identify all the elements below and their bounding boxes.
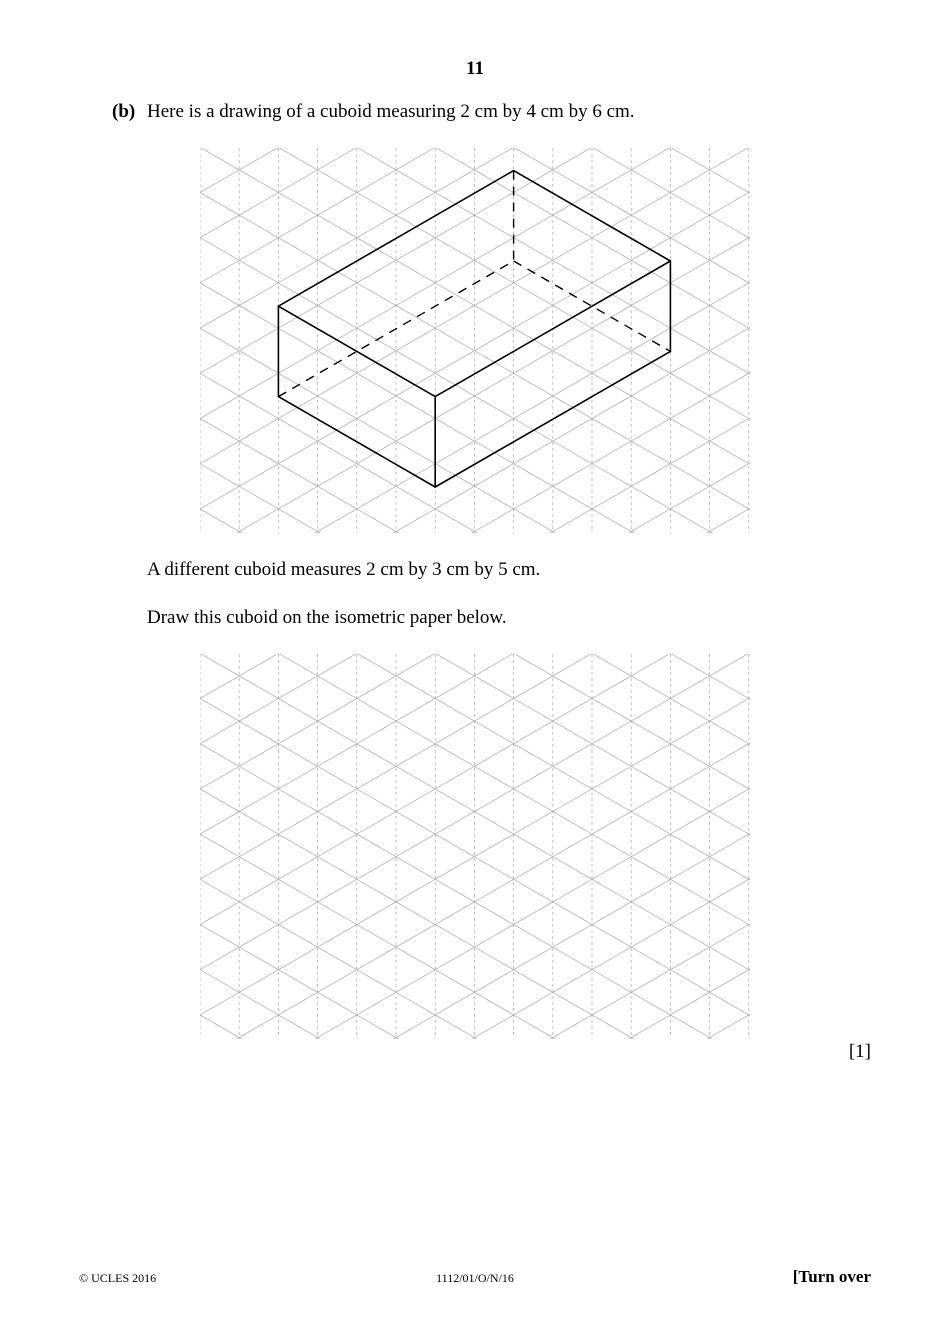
- question-instruction: Draw this cuboid on the isometric paper below.: [147, 607, 507, 628]
- grid-diagonal-line: [200, 699, 750, 1016]
- footer-code: 1112/01/O/N/16: [436, 1271, 514, 1285]
- grid-diagonal-line: [200, 654, 750, 925]
- isometric-grid-example: [200, 148, 750, 533]
- grid-diagonal-line: [200, 509, 750, 533]
- grid-diagonal-line: [200, 328, 750, 533]
- marks-label: [1]: [848, 1041, 871, 1062]
- page-number: 11: [466, 58, 484, 79]
- grid-diagonal-line: [200, 238, 750, 533]
- grid-diagonal-line: [200, 833, 750, 1039]
- grid-diagonal-line: [200, 464, 750, 533]
- grid-diagonal-line: [200, 419, 750, 533]
- grid-diagonal-line: [200, 508, 750, 533]
- grid-diagonal-line: [200, 788, 750, 1039]
- question-intro: Here is a drawing of a cuboid measuring 2 cm by 4 cm by 6 cm.: [147, 101, 635, 122]
- cuboid-drawing: [200, 148, 750, 533]
- grid-diagonal-line: [200, 327, 750, 533]
- answer-isometric-paper[interactable]: [200, 654, 750, 1039]
- grid-diagonal-line: [200, 789, 750, 1039]
- grid-diagonal-line: [200, 148, 750, 329]
- grid-diagonal-line: [200, 654, 750, 970]
- grid-diagonal-line: [200, 282, 750, 533]
- grid-diagonal-line: [200, 418, 750, 533]
- grid-diagonal-line: [200, 654, 750, 835]
- grid-diagonal-line: [200, 654, 750, 744]
- grid-diagonal-line: [200, 879, 750, 1039]
- grid-diagonal-line: [200, 654, 750, 744]
- part-label: (b): [112, 101, 136, 122]
- question-different-cuboid: A different cuboid measures 2 cm by 3 cm by 5 cm.: [147, 559, 541, 580]
- grid-diagonal-line: [200, 148, 750, 464]
- grid-diagonal-line: [200, 924, 750, 1039]
- grid-diagonal-line: [200, 654, 750, 925]
- grid-diagonal-line: [200, 148, 750, 328]
- grid-diagonal-line: [200, 1015, 750, 1039]
- footer-copyright: © UCLES 2016: [79, 1271, 157, 1285]
- grid-diagonal-line: [200, 834, 750, 1039]
- grid-diagonal-line: [200, 1014, 750, 1039]
- isometric-grid-answer[interactable]: [200, 654, 750, 1039]
- grid-diagonal-line: [200, 193, 750, 510]
- grid-diagonal-line: [200, 698, 750, 1015]
- grid-diagonal-line: [200, 970, 750, 1039]
- grid-diagonal-line: [200, 283, 750, 533]
- grid-diagonal-line: [200, 654, 750, 834]
- grid-diagonal-line: [200, 925, 750, 1039]
- grid-diagonal-line: [200, 463, 750, 533]
- footer-turn-over: [Turn over: [792, 1267, 871, 1286]
- grid-diagonal-line: [200, 744, 750, 1039]
- grid-diagonal-line: [200, 969, 750, 1039]
- grid-diagonal-line: [200, 373, 750, 533]
